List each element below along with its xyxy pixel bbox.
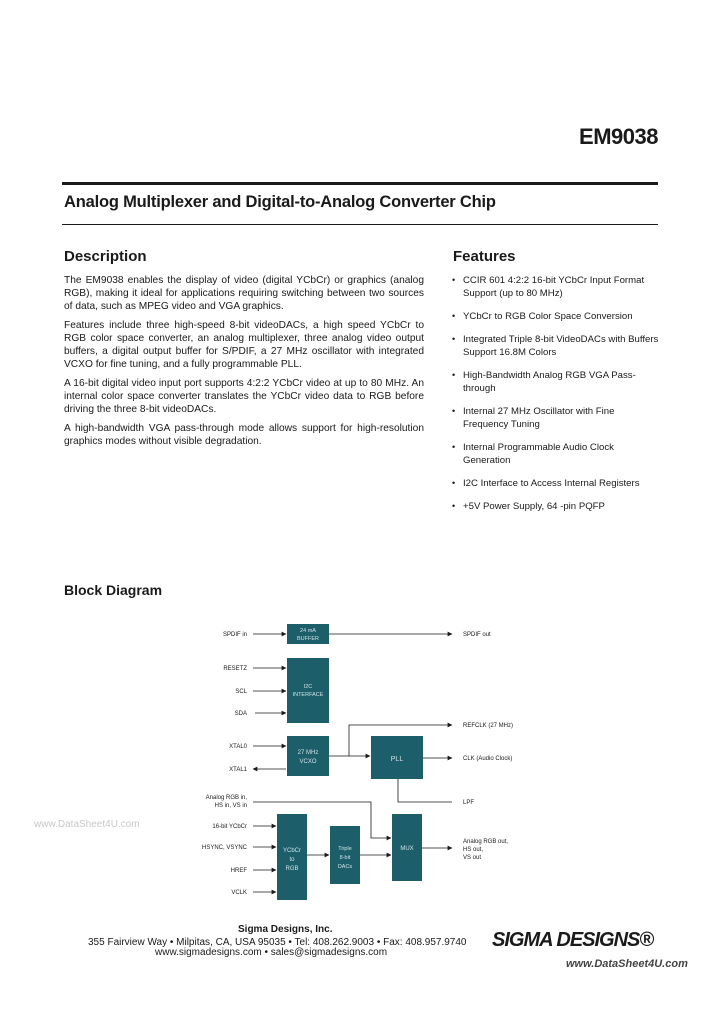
signal-label: 16-bit YCbCr bbox=[212, 824, 247, 830]
description-paragraph: Features include three high-speed 8-bit videoDACs, a high speed YCbCr to RGB color space converter, an analog multiplexer, three analog video output buffers, a digital output buffer for S/PDIF, a 27 MHz oscillator with integrated VCXO for fine tuning, and a fully programmable PLL. bbox=[64, 320, 424, 370]
pll-label: PLL bbox=[390, 756, 404, 763]
description-paragraph: The EM9038 enables the display of video (digital YCbCr) or graphics (analog RGB), making it ideal for applications requiring switching between two sources of data, such as MPEG video and VGA graphics. bbox=[64, 275, 424, 312]
signal-label: HS out, bbox=[463, 847, 484, 853]
signal-label: VS out bbox=[463, 855, 482, 861]
dac-label: Triple bbox=[338, 846, 352, 852]
dac-label: 8-bit bbox=[339, 855, 351, 861]
feature-item: • Internal Programmable Audio Clock Generation bbox=[452, 441, 662, 467]
signal-label: XTAL1 bbox=[229, 767, 247, 773]
watermark: www.DataSheet4U.com bbox=[566, 958, 688, 970]
part-number: EM9038 bbox=[579, 124, 658, 149]
signal-label: HSYNC, VSYNC bbox=[201, 845, 247, 851]
description-body bbox=[64, 274, 424, 454]
mux-block bbox=[392, 814, 422, 881]
feature-item: • YCbCr to RGB Color Space Conversion bbox=[452, 310, 662, 323]
input-labels bbox=[202, 632, 248, 896]
buffer-block bbox=[287, 624, 329, 644]
buffer-label: BUFFER bbox=[297, 636, 319, 642]
triple-dac-block bbox=[330, 826, 360, 884]
feature-item: • Internal 27 MHz Oscillator with Fine Frequency Tuning bbox=[452, 405, 662, 431]
signal-label: XTAL0 bbox=[229, 744, 247, 750]
company-logo: SIGMA DESIGNS® bbox=[492, 929, 654, 951]
signal-label: Analog RGB out, bbox=[463, 839, 509, 845]
description-heading: Description bbox=[64, 248, 147, 265]
signal-label: HS in, VS in bbox=[214, 803, 247, 809]
signal-label: VCLK bbox=[231, 890, 247, 896]
vcxo-block bbox=[287, 736, 329, 776]
i2c-label: INTERFACE bbox=[292, 692, 324, 698]
i2c-interface-block bbox=[287, 658, 329, 723]
vcxo-label: 27 MHz bbox=[297, 750, 319, 756]
pll-block bbox=[371, 736, 423, 779]
block-diagram-heading: Block Diagram bbox=[64, 582, 163, 598]
description-paragraph: A 16-bit digital video input port supports 4:2:2 YCbCr video at up to 80 MHz. An internal color space converter translates the YCbCr video data to RGB before driving the three 8-bit videoDACs. bbox=[64, 378, 424, 415]
csc-label: to bbox=[289, 857, 295, 863]
footer-web-link[interactable]: www.sigmadesigns.com • sales@sigmadesigns.com bbox=[155, 947, 388, 958]
signal-label: RESETZ bbox=[223, 666, 247, 672]
signal-label: REFCLK (27 MHz) bbox=[463, 723, 514, 729]
title-rule bbox=[62, 182, 658, 185]
feature-item: • CCIR 601 4:2:2 16-bit YCbCr Input Format Support (up to 80 MHz) bbox=[452, 274, 662, 300]
watermark: www.DataSheet4U.com bbox=[34, 819, 140, 830]
signal-label: SDA bbox=[234, 711, 247, 717]
features-list bbox=[452, 274, 662, 523]
block-diagram bbox=[0, 600, 720, 910]
title-divider bbox=[62, 224, 658, 225]
document-title: Analog Multiplexer and Digital-to-Analog Converter Chip bbox=[64, 193, 496, 211]
color-space-converter-block bbox=[277, 814, 307, 900]
vcxo-label: VCXO bbox=[299, 759, 317, 765]
feature-item: • +5V Power Supply, 64 -pin PQFP bbox=[452, 500, 662, 513]
signal-label: CLK (Audio Clock) bbox=[463, 756, 513, 762]
signal-label: SPDIF out bbox=[463, 632, 491, 638]
csc-label: YCbCr bbox=[282, 848, 302, 854]
signal-label: HREF bbox=[230, 868, 247, 874]
description-paragraph: A high-bandwidth VGA pass-through mode allows support for high-resolution graphics modes without visible degradation. bbox=[64, 423, 424, 447]
mux-label: MUX bbox=[400, 846, 414, 852]
dac-label: DACs bbox=[337, 864, 353, 870]
footer-company: Sigma Designs, Inc. bbox=[238, 924, 333, 935]
footer-address: 355 Fairview Way • Milpitas, CA, USA 95035 • Tel: 408.262.9003 • Fax: 408.957.9740 bbox=[88, 937, 467, 948]
feature-item: • Integrated Triple 8-bit VideoDACs with Buffers Support 16.8M Colors bbox=[452, 333, 662, 359]
buffer-label: 24 mA bbox=[300, 628, 316, 634]
features-heading: Features bbox=[453, 248, 516, 265]
signal-label: Analog RGB in, bbox=[205, 795, 247, 801]
csc-label: RGB bbox=[285, 866, 299, 872]
signal-label: SCL bbox=[235, 689, 247, 695]
signal-label: LPF bbox=[463, 800, 475, 806]
signal-label: SPDIF in bbox=[222, 632, 247, 638]
feature-item: • I2C Interface to Access Internal Registers bbox=[452, 477, 662, 490]
i2c-label: I2C bbox=[303, 684, 313, 690]
output-labels bbox=[463, 632, 513, 861]
feature-item: • High-Bandwidth Analog RGB VGA Pass-through bbox=[452, 369, 662, 395]
